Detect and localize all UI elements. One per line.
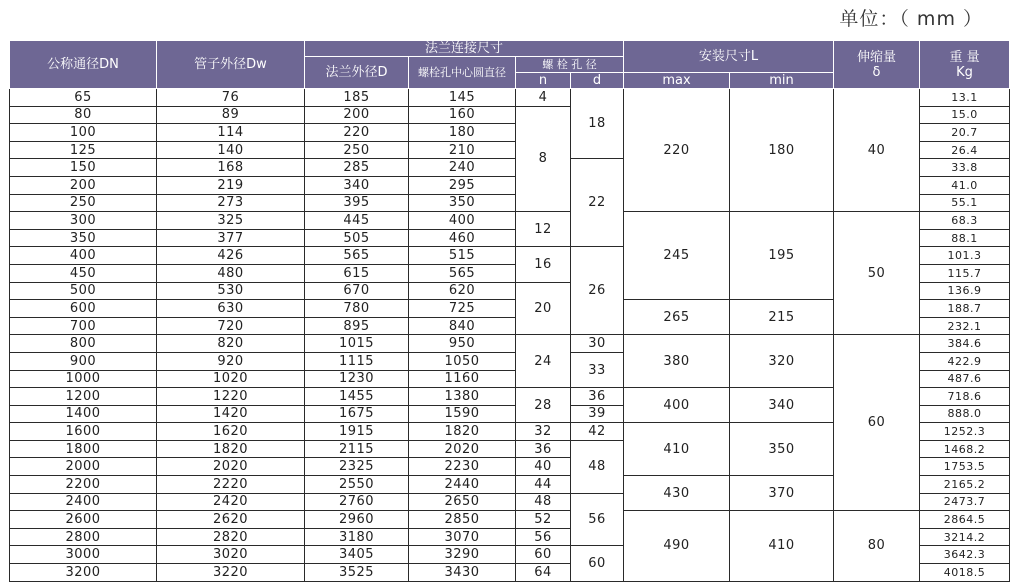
cell-bolt-n: 36 [516, 440, 571, 458]
cell-install-max: 400 [624, 388, 730, 423]
header-d: d [571, 73, 624, 89]
cell-install-min: 180 [730, 89, 834, 212]
cell-bolt-n: 28 [516, 388, 571, 423]
cell-dn: 65 [10, 89, 157, 107]
cell-dw: 140 [157, 141, 305, 159]
cell-dw: 273 [157, 194, 305, 212]
cell-dw: 1420 [157, 405, 305, 423]
cell-flange-od: 2960 [305, 511, 409, 529]
table-row [10, 212, 1010, 230]
cell-bolt-d: 33 [571, 352, 624, 387]
cell-dn: 1400 [10, 405, 157, 423]
cell-bolt-d: 36 [571, 388, 624, 406]
cell-flange-od: 3525 [305, 564, 409, 582]
cell-dw: 168 [157, 159, 305, 177]
cell-bolt-circle: 350 [409, 194, 516, 212]
cell-dn: 250 [10, 194, 157, 212]
cell-weight: 55.1 [920, 194, 1010, 212]
cell-dw: 820 [157, 335, 305, 353]
cell-dn: 1000 [10, 370, 157, 388]
cell-stretch: 60 [834, 335, 920, 511]
cell-flange-od: 2550 [305, 476, 409, 494]
cell-dn: 1200 [10, 388, 157, 406]
cell-dn: 2800 [10, 528, 157, 546]
cell-install-max: 245 [624, 212, 730, 300]
cell-dn: 900 [10, 352, 157, 370]
cell-weight: 1468.2 [920, 440, 1010, 458]
header-flange-od: 法兰外径D [305, 57, 409, 89]
cell-weight: 232.1 [920, 317, 1010, 335]
cell-install-max: 220 [624, 89, 730, 212]
cell-flange-od: 285 [305, 159, 409, 177]
cell-dw: 426 [157, 247, 305, 265]
cell-dn: 150 [10, 159, 157, 177]
cell-install-min: 350 [730, 423, 834, 476]
cell-install-min: 370 [730, 476, 834, 511]
cell-bolt-n: 20 [516, 282, 571, 335]
header-weight-label: 重 量 [949, 49, 980, 65]
cell-install-max: 265 [624, 300, 730, 335]
cell-bolt-n: 4 [516, 89, 571, 107]
cell-dw: 530 [157, 282, 305, 300]
spec-table [9, 40, 1010, 582]
cell-bolt-circle: 620 [409, 282, 516, 300]
header-stretch-label: 伸缩量 [857, 49, 897, 65]
cell-dn: 125 [10, 141, 157, 159]
cell-dw: 114 [157, 124, 305, 142]
cell-bolt-circle: 2440 [409, 476, 516, 494]
cell-install-max: 380 [624, 335, 730, 388]
cell-flange-od: 2325 [305, 458, 409, 476]
cell-dw: 1220 [157, 388, 305, 406]
table-row [10, 335, 1010, 353]
cell-bolt-circle: 240 [409, 159, 516, 177]
cell-dw: 3020 [157, 546, 305, 564]
cell-bolt-circle: 950 [409, 335, 516, 353]
cell-bolt-d: 26 [571, 247, 624, 335]
header-flange: 法兰连接尺寸 [305, 41, 624, 57]
cell-dw: 1020 [157, 370, 305, 388]
cell-weight: 33.8 [920, 159, 1010, 177]
cell-bolt-d: 48 [571, 440, 624, 493]
cell-flange-od: 1915 [305, 423, 409, 441]
cell-flange-od: 505 [305, 229, 409, 247]
cell-weight: 20.7 [920, 124, 1010, 142]
cell-dn: 1800 [10, 440, 157, 458]
cell-weight: 718.6 [920, 388, 1010, 406]
cell-weight: 4018.5 [920, 564, 1010, 582]
cell-dn: 300 [10, 212, 157, 230]
cell-bolt-d: 42 [571, 423, 624, 441]
header-max: max [624, 73, 730, 89]
cell-install-max: 490 [624, 511, 730, 581]
cell-bolt-circle: 295 [409, 176, 516, 194]
header-bolt-circle: 螺栓孔中心圆直径 [409, 57, 516, 89]
cell-flange-od: 185 [305, 89, 409, 107]
cell-dw: 76 [157, 89, 305, 107]
cell-weight: 3642.3 [920, 546, 1010, 564]
unit-label: 单位：（ mm ） [839, 8, 983, 30]
cell-bolt-n: 64 [516, 564, 571, 582]
cell-flange-od: 1115 [305, 352, 409, 370]
cell-weight: 2473.7 [920, 493, 1010, 511]
cell-bolt-d: 18 [571, 89, 624, 159]
cell-dn: 600 [10, 300, 157, 318]
cell-dn: 3200 [10, 564, 157, 582]
cell-bolt-n: 56 [516, 528, 571, 546]
cell-weight: 1252.3 [920, 423, 1010, 441]
cell-flange-od: 250 [305, 141, 409, 159]
cell-bolt-n: 44 [516, 476, 571, 494]
cell-flange-od: 565 [305, 247, 409, 265]
cell-flange-od: 1230 [305, 370, 409, 388]
cell-weight: 487.6 [920, 370, 1010, 388]
cell-flange-od: 3180 [305, 528, 409, 546]
cell-weight: 188.7 [920, 300, 1010, 318]
cell-dn: 800 [10, 335, 157, 353]
cell-flange-od: 220 [305, 124, 409, 142]
cell-bolt-circle: 2850 [409, 511, 516, 529]
cell-flange-od: 1675 [305, 405, 409, 423]
cell-dw: 1620 [157, 423, 305, 441]
cell-weight: 2165.2 [920, 476, 1010, 494]
cell-install-min: 340 [730, 388, 834, 423]
cell-bolt-circle: 2020 [409, 440, 516, 458]
cell-bolt-circle: 400 [409, 212, 516, 230]
cell-stretch: 40 [834, 89, 920, 212]
cell-flange-od: 895 [305, 317, 409, 335]
cell-weight: 888.0 [920, 405, 1010, 423]
cell-weight: 115.7 [920, 264, 1010, 282]
cell-bolt-d: 60 [571, 546, 624, 581]
cell-weight: 136.9 [920, 282, 1010, 300]
cell-weight: 3214.2 [920, 528, 1010, 546]
cell-bolt-n: 12 [516, 212, 571, 247]
header-min: min [730, 73, 834, 89]
cell-dn: 2000 [10, 458, 157, 476]
cell-stretch: 80 [834, 511, 920, 581]
cell-flange-od: 3405 [305, 546, 409, 564]
cell-bolt-n: 48 [516, 493, 571, 511]
header-stretch-symbol: δ [872, 64, 881, 80]
cell-bolt-d: 56 [571, 493, 624, 546]
table-row [10, 89, 1010, 107]
cell-bolt-n: 32 [516, 423, 571, 441]
cell-dn: 400 [10, 247, 157, 265]
cell-flange-od: 1015 [305, 335, 409, 353]
cell-flange-od: 200 [305, 106, 409, 124]
cell-dw: 630 [157, 300, 305, 318]
cell-flange-od: 2115 [305, 440, 409, 458]
cell-bolt-circle: 1820 [409, 423, 516, 441]
cell-bolt-circle: 840 [409, 317, 516, 335]
cell-dn: 1600 [10, 423, 157, 441]
table-header [10, 41, 1010, 89]
cell-bolt-n: 60 [516, 546, 571, 564]
cell-bolt-n: 24 [516, 335, 571, 388]
header-bolt-hole: 螺 栓 孔 径 [516, 57, 624, 73]
cell-bolt-circle: 210 [409, 141, 516, 159]
cell-flange-od: 2760 [305, 493, 409, 511]
cell-bolt-n: 16 [516, 247, 571, 282]
cell-bolt-circle: 145 [409, 89, 516, 107]
cell-dn: 200 [10, 176, 157, 194]
header-dn: 公称通径DN [10, 41, 157, 89]
cell-flange-od: 615 [305, 264, 409, 282]
cell-weight: 101.3 [920, 247, 1010, 265]
cell-bolt-circle: 3290 [409, 546, 516, 564]
cell-weight: 41.0 [920, 176, 1010, 194]
cell-bolt-d: 30 [571, 335, 624, 353]
cell-dw: 1820 [157, 440, 305, 458]
cell-dn: 2600 [10, 511, 157, 529]
header-n: n [516, 73, 571, 89]
cell-flange-od: 670 [305, 282, 409, 300]
cell-weight: 13.1 [920, 89, 1010, 107]
cell-bolt-circle: 1160 [409, 370, 516, 388]
cell-bolt-circle: 160 [409, 106, 516, 124]
cell-dw: 2820 [157, 528, 305, 546]
cell-dw: 325 [157, 212, 305, 230]
cell-dn: 350 [10, 229, 157, 247]
cell-install-min: 195 [730, 212, 834, 300]
cell-dw: 2620 [157, 511, 305, 529]
cell-bolt-circle: 2650 [409, 493, 516, 511]
header-weight [920, 41, 1010, 89]
cell-bolt-circle: 1050 [409, 352, 516, 370]
cell-dn: 2400 [10, 493, 157, 511]
cell-weight: 422.9 [920, 352, 1010, 370]
cell-bolt-circle: 1380 [409, 388, 516, 406]
cell-dw: 377 [157, 229, 305, 247]
cell-dn: 3000 [10, 546, 157, 564]
cell-dw: 2020 [157, 458, 305, 476]
cell-bolt-circle: 515 [409, 247, 516, 265]
cell-dw: 219 [157, 176, 305, 194]
cell-weight: 1753.5 [920, 458, 1010, 476]
cell-bolt-circle: 725 [409, 300, 516, 318]
cell-dn: 100 [10, 124, 157, 142]
cell-dw: 2420 [157, 493, 305, 511]
cell-dw: 3220 [157, 564, 305, 582]
cell-stretch: 50 [834, 212, 920, 335]
cell-install-min: 320 [730, 335, 834, 388]
table-body [10, 89, 1010, 582]
cell-dn: 80 [10, 106, 157, 124]
cell-bolt-circle: 2230 [409, 458, 516, 476]
cell-install-max: 430 [624, 476, 730, 511]
cell-weight: 26.4 [920, 141, 1010, 159]
cell-flange-od: 1455 [305, 388, 409, 406]
cell-bolt-n: 8 [516, 106, 571, 212]
cell-bolt-circle: 1590 [409, 405, 516, 423]
cell-dw: 720 [157, 317, 305, 335]
cell-weight: 2864.5 [920, 511, 1010, 529]
cell-dw: 920 [157, 352, 305, 370]
cell-bolt-circle: 180 [409, 124, 516, 142]
cell-dn: 2200 [10, 476, 157, 494]
cell-bolt-circle: 3070 [409, 528, 516, 546]
cell-dn: 500 [10, 282, 157, 300]
cell-bolt-circle: 565 [409, 264, 516, 282]
cell-flange-od: 395 [305, 194, 409, 212]
cell-bolt-d: 22 [571, 159, 624, 247]
cell-weight: 68.3 [920, 212, 1010, 230]
cell-install-max: 410 [624, 423, 730, 476]
header-stretch [834, 41, 920, 89]
cell-bolt-circle: 3430 [409, 564, 516, 582]
cell-dw: 2220 [157, 476, 305, 494]
cell-bolt-n: 40 [516, 458, 571, 476]
header-install: 安装尺寸L [624, 41, 834, 73]
cell-weight: 384.6 [920, 335, 1010, 353]
header-weight-unit: Kg [956, 64, 973, 80]
cell-install-min: 215 [730, 300, 834, 335]
header-dw: 管子外径Dw [157, 41, 305, 89]
cell-weight: 88.1 [920, 229, 1010, 247]
cell-bolt-circle: 460 [409, 229, 516, 247]
cell-bolt-n: 52 [516, 511, 571, 529]
cell-flange-od: 445 [305, 212, 409, 230]
cell-flange-od: 780 [305, 300, 409, 318]
cell-dw: 480 [157, 264, 305, 282]
cell-install-min: 410 [730, 511, 834, 581]
cell-bolt-d: 39 [571, 405, 624, 423]
cell-dw: 89 [157, 106, 305, 124]
cell-weight: 15.0 [920, 106, 1010, 124]
cell-dn: 700 [10, 317, 157, 335]
cell-dn: 450 [10, 264, 157, 282]
table-row [10, 511, 1010, 529]
cell-flange-od: 340 [305, 176, 409, 194]
